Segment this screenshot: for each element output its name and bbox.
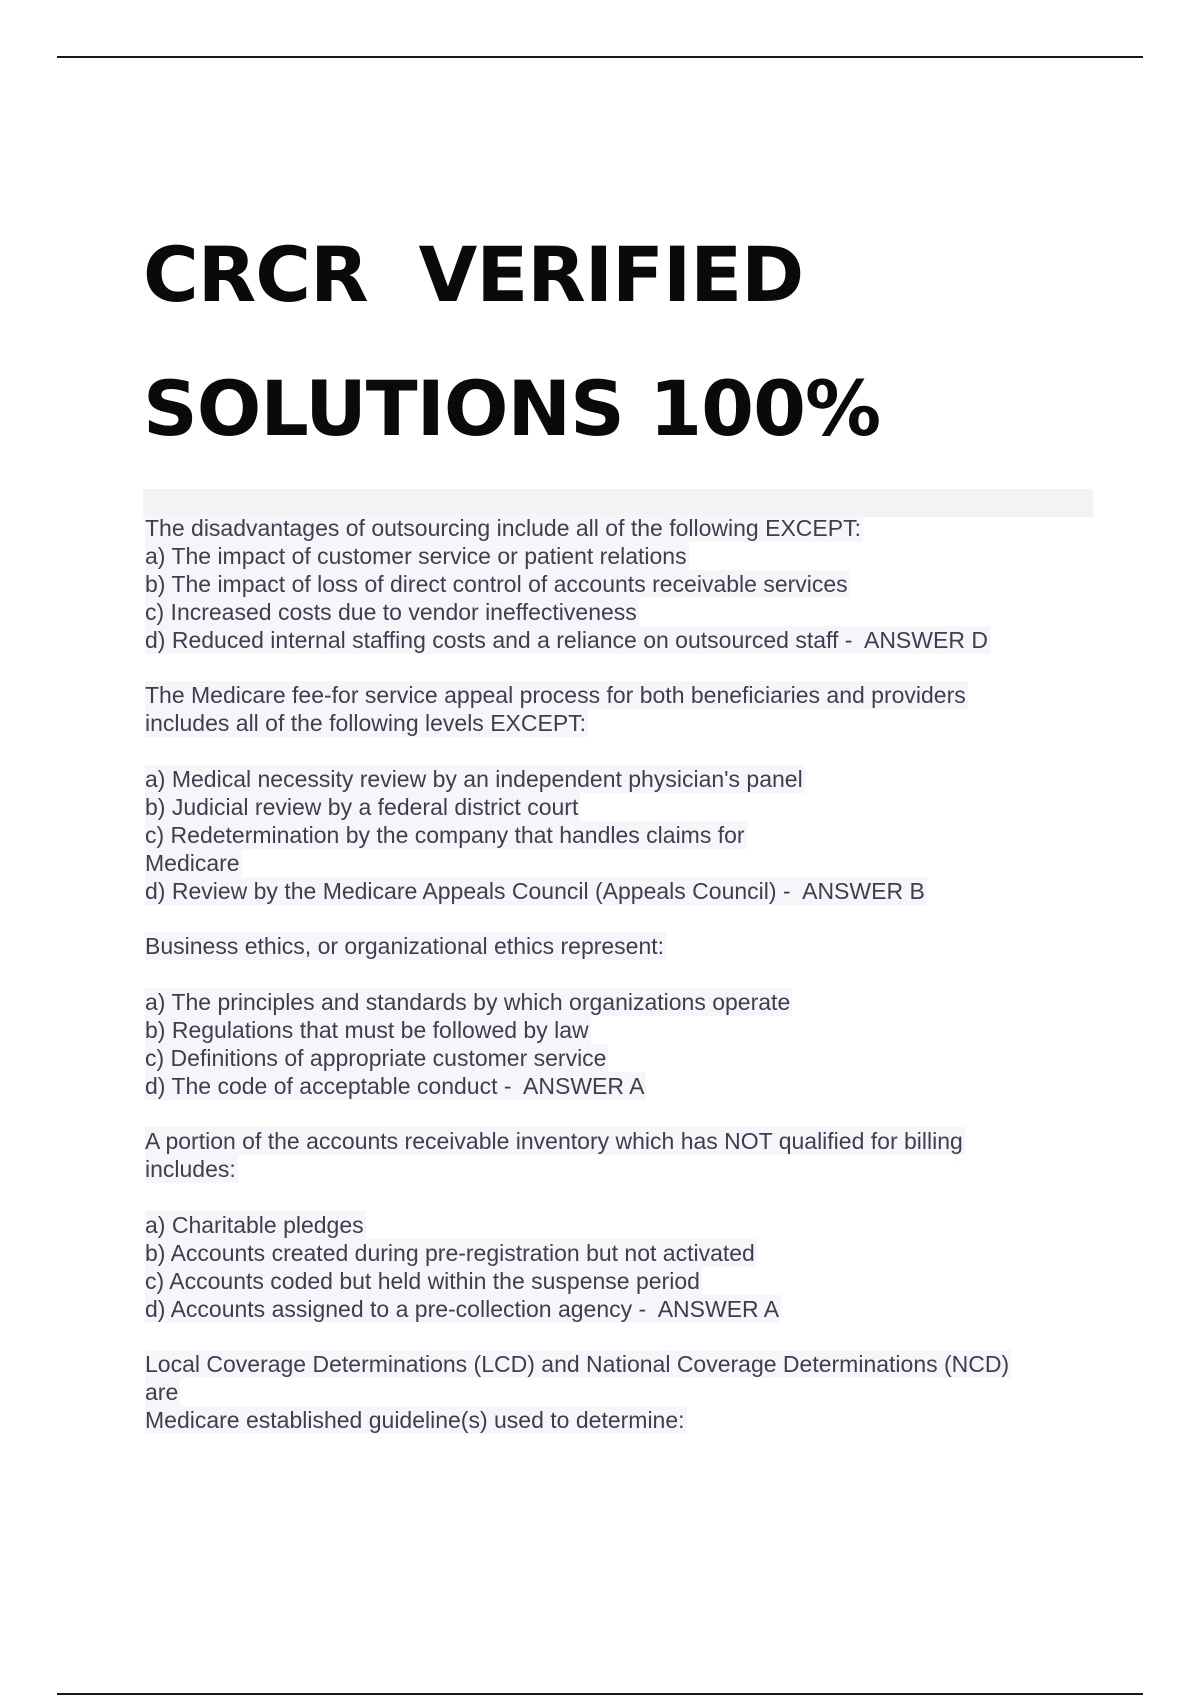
- option-d: d) Accounts assigned to a pre-collection agency: [145, 1296, 633, 1322]
- question-text: Local Coverage Determinations (LCD) and National Coverage Determinations (NCD): [145, 1351, 1010, 1377]
- option-b: b) Judicial review by a federal district court: [145, 794, 579, 820]
- answer-label: ANSWER A: [523, 1073, 645, 1099]
- bottom-rule: [57, 1693, 1143, 1695]
- option-c-continued: Medicare: [145, 850, 240, 876]
- question-text: includes:: [145, 1156, 236, 1182]
- document-title: [143, 208, 880, 476]
- title-line: SOLUTIONS 100%: [143, 364, 881, 453]
- option-b: b) The impact of loss of direct control of accounts receivable services: [145, 571, 848, 597]
- option-a: a) The principles and standards by which organizations operate: [145, 989, 791, 1015]
- answer-label: ANSWER B: [802, 878, 925, 904]
- highlight-band: [143, 489, 1093, 517]
- question-text: The disadvantages of outsourcing include all of the following EXCEPT:: [145, 515, 861, 541]
- option-b: b) Accounts created during pre-registration but not activated: [145, 1240, 755, 1266]
- option-c: c) Redetermination by the company that handles claims for: [145, 822, 745, 848]
- question-text: Medicare established guideline(s) used to determine:: [145, 1407, 685, 1433]
- option-a: a) Medical necessity review by an independent physician's panel: [145, 766, 803, 792]
- question-block: The disadvantages of outsourcing include all of the following EXCEPT: a) The impact of customer service or patient relations b) The impact of loss of direct control of accounts receivable services c) Increased costs due to vendor ineffectiveness d) Reduced internal staffing costs and a reliance on outsourced staff - ANSWER D: [145, 515, 988, 653]
- option-b: b) Regulations that must be followed by law: [145, 1017, 589, 1043]
- question-text: includes all of the following levels EXCEPT:: [145, 710, 587, 736]
- option-d: d) Review by the Medicare Appeals Council (Appeals Council): [145, 878, 777, 904]
- question-text: are: [145, 1379, 179, 1405]
- question-block: [145, 1350, 1105, 1434]
- question-text: The Medicare fee-for service appeal process for both beneficiaries and providers: [145, 682, 966, 708]
- question-block: A portion of the accounts receivable inventory which has NOT qualified for billing includes: a) Charitable pledges b) Accounts created during pre-registration but not activated c) Accounts coded but held within the suspense period d) Accounts assigned to a pre-collection agency - ANSWER A: [145, 1128, 963, 1322]
- option-c: c) Increased costs due to vendor ineffectiveness: [145, 599, 637, 625]
- option-d: d) The code of acceptable conduct: [145, 1073, 498, 1099]
- question-block: The Medicare fee-for service appeal process for both beneficiaries and providers includes all of the following levels EXCEPT: a) Medical necessity review by an independent physician's panel b) Judicial review by a federal district court c) Redetermination by the company that handles claims for Medicare d) Review by the Medicare Appeals Council (Appeals Council) - ANSWER B: [145, 682, 966, 904]
- option-c: c) Definitions of appropriate customer service: [145, 1045, 607, 1071]
- question-text: A portion of the accounts receivable inventory which has NOT qualified for billing: [145, 1128, 963, 1154]
- question-text: Business ethics, or organizational ethics represent:: [145, 933, 665, 959]
- question-block: Business ethics, or organizational ethics represent: a) The principles and standards by which organizations operate b) Regulations that must be followed by law c) Definitions of appropriate customer service d) The code of acceptable conduct - ANSWER A: [145, 933, 791, 1099]
- option-a: a) The impact of customer service or patient relations: [145, 543, 687, 569]
- option-c: c) Accounts coded but held within the suspense period: [145, 1268, 700, 1294]
- title-line: CRCR VERIFIED: [143, 230, 804, 319]
- option-d: d) Reduced internal staffing costs and a reliance on outsourced staff: [145, 627, 839, 653]
- top-rule: [57, 56, 1143, 58]
- question-list: [145, 514, 1105, 1461]
- answer-label: ANSWER A: [657, 1296, 780, 1322]
- answer-label: ANSWER D: [863, 627, 988, 653]
- option-a: a) Charitable pledges: [145, 1212, 364, 1238]
